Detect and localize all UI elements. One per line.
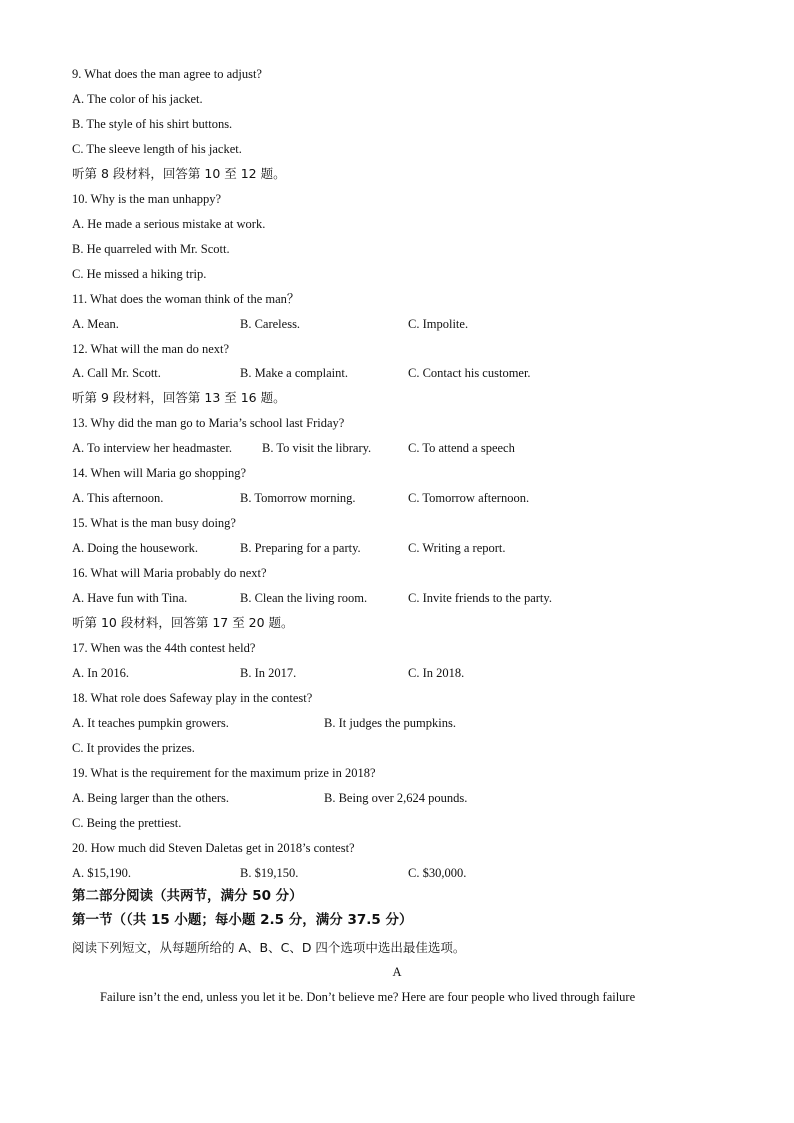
option-12b: B. Make a complaint. [240,366,348,380]
option-15c: C. Writing a report. [408,541,506,555]
option-15b: B. Preparing for a party. [240,541,361,555]
option-18b: B. It judges the pumpkins. [324,716,456,730]
question-18: 18. What role does Safeway play in the contest? [72,691,313,705]
question-10: 10. Why is the man unhappy? [72,192,222,206]
question-13: 13. Why did the man go to Maria’s school last Friday? [72,416,345,430]
option-12a: A. Call Mr. Scott. [72,366,161,380]
option-20c: C. $30,000. [408,866,467,880]
option-16c: C. Invite friends to the party. [408,591,552,605]
reading-instruction: 阅读下列短文，从每题所给的 A、B、C、D 四个选项中选出最佳选项。 [72,940,466,955]
option-10b: B. He quarreled with Mr. Scott. [72,242,230,256]
option-19c: C. Being the prettiest. [72,816,182,830]
option-11b: B. Careless. [240,317,301,331]
option-15a: A. Doing the housework. [72,541,199,555]
question-16: 16. What will Maria probably do next? [72,566,267,580]
option-13b: B. To visit the library. [262,441,372,455]
option-11c: C. Impolite. [408,317,469,331]
option-10c: C. He missed a hiking trip. [72,267,207,281]
option-13c: C. To attend a speech [408,441,515,455]
option-16b: B. Clean the living room. [240,591,368,605]
question-17: 17. When was the 44th contest held? [72,641,256,655]
question-15: 15. What is the man busy doing? [72,516,236,530]
question-14: 14. When will Maria go shopping? [72,466,247,480]
passage-text: Failure isn’t the end, unless you let it be. Don’t believe me? Here are four people who lived through failure [100,990,636,1004]
option-19b: B. Being over 2,624 pounds. [324,791,468,805]
option-10a: A. He made a serious mistake at work. [72,217,266,231]
question-12: 12. What will the man do next? [72,342,230,356]
option-17b: B. In 2017. [240,666,297,680]
passage-label: A [392,965,402,979]
option-14a: A. This afternoon. [72,491,164,505]
section-header-8: 听第 8 段材料，回答第 10 至 12 题。 [72,166,286,181]
section-header-10: 听第 10 段材料，回答第 17 至 20 题。 [72,615,294,630]
question-9: 9. What does the man agree to adjust? [72,67,262,81]
option-9c: C. The sleeve length of his jacket. [72,142,242,156]
option-12c: C. Contact his customer. [408,366,531,380]
option-20a: A. $15,190. [72,866,132,880]
option-18c: C. It provides the prizes. [72,741,195,755]
part-two-heading: 第二部分阅读（共两节，满分 50 分） [72,888,303,904]
option-20b: B. $19,150. [240,866,299,880]
option-14b: B. Tomorrow morning. [240,491,356,505]
option-19a: A. Being larger than the others. [72,791,230,805]
section-header-9: 听第 9 段材料，回答第 13 至 16 题。 [72,390,286,405]
option-17a: A. In 2016. [72,666,129,680]
option-11a: A. Mean. [72,317,119,331]
question-19: 19. What is the requirement for the maximum prize in 2018? [72,766,376,780]
option-18a: A. It teaches pumpkin growers. [72,716,229,730]
option-16a: A. Have fun with Tina. [72,591,188,605]
option-9b: B. The style of his shirt buttons. [72,117,233,131]
question-20: 20. How much did Steven Daletas get in 2018’s contest? [72,841,355,855]
section-one-heading: 第一节（（共 15 小题；每小题 2.5 分，满分 37.5 分） [72,912,413,928]
question-11: 11. What does the woman think of the man？ [72,292,300,306]
option-14c: C. Tomorrow afternoon. [408,491,530,505]
option-17c: C. In 2018. [408,666,465,680]
option-13a: A. To interview her headmaster. [72,441,232,455]
option-9a: A. The color of his jacket. [72,92,203,106]
